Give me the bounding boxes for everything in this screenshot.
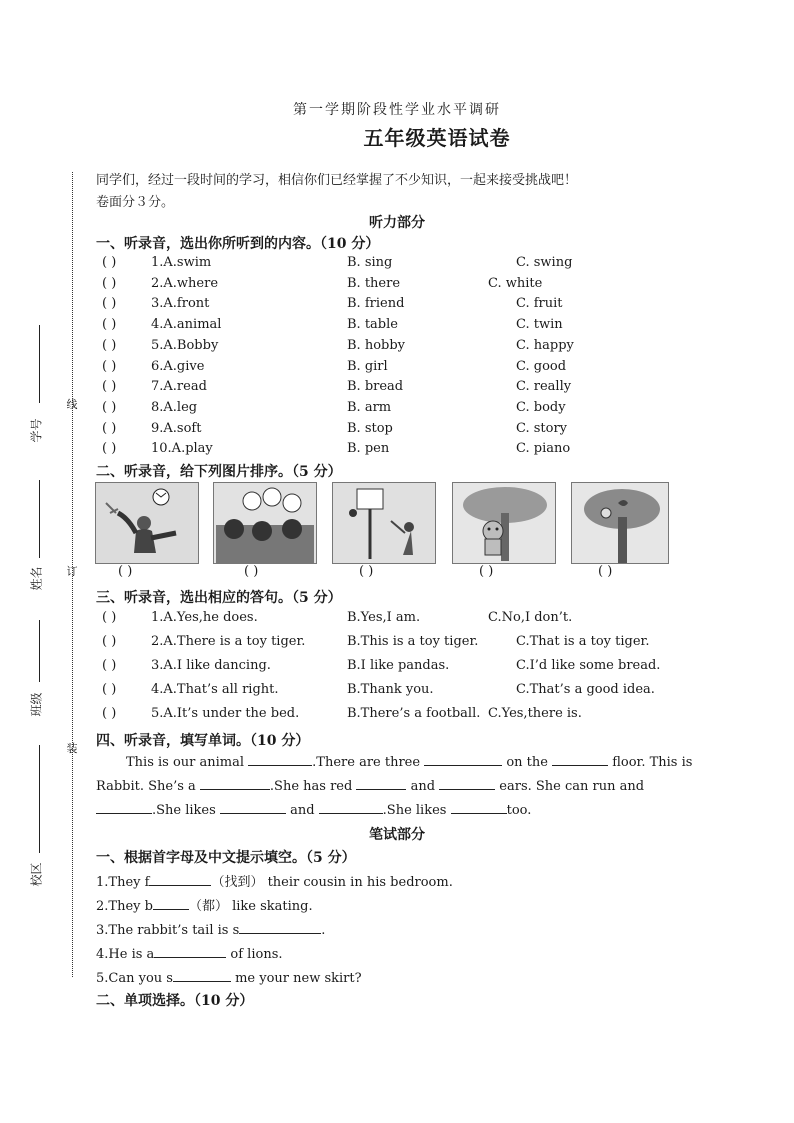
label-student-id: 学号 [29, 418, 44, 443]
binding-char-install: 装 [66, 742, 78, 755]
binding-char-line: 线 [66, 398, 78, 411]
writing-q2-blank[interactable] [153, 895, 189, 910]
option-b: B.Thank you. [347, 682, 434, 697]
answer-paren[interactable]: ( ) [102, 317, 117, 333]
binding-char-bind: 订 [66, 565, 78, 578]
listening-s4-title: 四、听录音，填写单词。（10 分） [96, 733, 310, 749]
blank-6[interactable] [439, 775, 495, 790]
answer-paren[interactable]: ( ) [102, 358, 117, 374]
picture-5-paren[interactable]: ( ) [598, 564, 613, 579]
writing-q3-blank[interactable] [239, 919, 321, 934]
option-a: 9.A.soft [151, 420, 202, 436]
listening-s1-title: 一、听录音，选出你所听到的内容。（10 分） [96, 236, 380, 252]
option-b: B. arm [347, 399, 392, 415]
label-class: 班级 [29, 692, 44, 717]
picture-tree-bird [571, 482, 669, 564]
writing-heading: 笔试部分 [369, 827, 425, 843]
answer-paren[interactable]: ( ) [102, 706, 117, 721]
answer-paren[interactable]: ( ) [102, 610, 117, 625]
picture-3-paren[interactable]: ( ) [359, 564, 374, 579]
label-name: 姓名 [29, 566, 44, 591]
option-a: 2.A.where [151, 275, 219, 291]
writing-q5-blank[interactable] [173, 967, 231, 982]
blank-8[interactable] [220, 799, 286, 814]
option-c: C. swing [516, 255, 573, 270]
student-id-blank [39, 325, 40, 403]
option-c: C.That is a toy tiger. [516, 634, 650, 649]
answer-paren[interactable]: ( ) [102, 658, 117, 673]
writing-q4-blank[interactable] [154, 943, 226, 958]
class-blank [39, 620, 40, 682]
option-b: B.This is a toy tiger. [347, 634, 479, 649]
option-c: C. fruit [516, 296, 563, 312]
answer-paren[interactable]: ( ) [102, 634, 117, 649]
option-c: C. white [488, 275, 543, 291]
picture-1-paren[interactable]: ( ) [118, 564, 133, 579]
option-b: B. there [347, 275, 401, 291]
option-b: B. hobby [347, 337, 406, 353]
option-c: C. story [516, 420, 568, 436]
answer-paren[interactable]: ( ) [102, 441, 117, 457]
option-a: 4.A.That’s all right. [151, 682, 279, 697]
intro-line-2: 卷面分３分。 [96, 195, 175, 210]
option-a: 3.A.I like dancing. [151, 658, 271, 673]
writing-s2-title: 二、单项选择。（10 分） [96, 993, 254, 1009]
option-c: C.No,I don’t. [488, 610, 573, 625]
answer-paren[interactable]: ( ) [102, 275, 117, 291]
option-b: B. stop [347, 420, 393, 436]
option-c: C. really [516, 379, 572, 395]
option-a: 2.A.There is a toy tiger. [151, 634, 306, 649]
answer-paren[interactable]: ( ) [102, 296, 117, 312]
exam-title: 五年级英语试卷 [363, 126, 511, 150]
answer-paren[interactable]: ( ) [102, 337, 117, 353]
option-a: 7.A.read [151, 379, 207, 395]
answer-paren[interactable]: ( ) [102, 255, 117, 270]
writing-q1-blank[interactable] [149, 871, 211, 886]
option-c: C. body [516, 399, 566, 415]
option-a: 10.A.play [151, 441, 213, 457]
option-b: B.There’s a football. [347, 706, 481, 721]
writing-s1-title: 一、根据首字母及中文提示填空。（5 分） [96, 850, 356, 866]
option-b: B. table [347, 317, 398, 333]
option-b: B. friend [347, 296, 405, 312]
intro-line-1: 同学们，经过一段时间的学习，相信你们已经掌握了不少知识，一起来接受挑战吧！ [96, 173, 578, 188]
picture-2-paren[interactable]: ( ) [244, 564, 259, 579]
writing-q5: 5.Can you s me your new skirt? [96, 967, 362, 986]
writing-q2: 2.They b （都） like skating. [96, 895, 313, 914]
option-c: C. good [516, 358, 567, 374]
blank-1[interactable] [248, 751, 312, 766]
writing-q4: 4.He is a of lions. [96, 943, 283, 962]
listening-heading: 听力部分 [369, 215, 425, 231]
option-a: 1.A.Yes,he does. [151, 610, 258, 625]
writing-q1: 1.They f （找到） their cousin in his bedroom. [96, 871, 453, 890]
blank-3[interactable] [552, 751, 608, 766]
option-a: 8.A.leg [151, 399, 198, 415]
answer-paren[interactable]: ( ) [102, 420, 117, 436]
option-b: B. bread [347, 379, 404, 395]
blank-5[interactable] [356, 775, 406, 790]
picture-class-aliens [213, 482, 317, 564]
option-a: 1.A.swim [151, 255, 212, 270]
option-c: C.That’s a good idea. [516, 682, 655, 697]
intro-text [96, 170, 696, 214]
listening-s3-title: 三、听录音，选出相应的答句。（5 分） [96, 590, 342, 606]
option-c: C.Yes,there is. [488, 706, 582, 721]
option-c: C. twin [516, 317, 563, 333]
blank-7[interactable] [96, 799, 152, 814]
answer-paren[interactable]: ( ) [102, 682, 117, 697]
option-a: 4.A.animal [151, 317, 222, 333]
answer-paren[interactable]: ( ) [102, 399, 117, 415]
listening-s2-title: 二、听录音，给下列图片排序。（5 分） [96, 464, 342, 480]
option-b: B. pen [347, 441, 390, 457]
option-a: 5.A.Bobby [151, 337, 219, 353]
option-b: B. girl [347, 358, 388, 374]
option-c: C. happy [516, 337, 574, 353]
option-a: 5.A.It’s under the bed. [151, 706, 300, 721]
picture-basketball [332, 482, 436, 564]
exam-subtitle: 第一学期阶段性学业水平调研 [293, 102, 501, 118]
name-blank [39, 480, 40, 558]
option-b: B. sing [347, 255, 393, 270]
blank-9[interactable] [319, 799, 383, 814]
option-b: B.I like pandas. [347, 658, 450, 673]
fill-passage: This is our animal .There are three on the floor. This is Rabbit. She’s a .She has red and ears. She can run and .She likes and .She likes too. [96, 751, 700, 823]
blank-10[interactable] [451, 799, 507, 814]
blank-2[interactable] [424, 751, 502, 766]
option-b: B.Yes,I am. [347, 610, 421, 625]
blank-4[interactable] [200, 775, 270, 790]
option-c: C.I’d like some bread. [516, 658, 661, 673]
writing-q3: 3.The rabbit’s tail is s . [96, 919, 325, 938]
picture-monkey-tree [452, 482, 556, 564]
picture-soccer-kick [95, 482, 199, 564]
option-a: 3.A.front [151, 296, 210, 312]
picture-4-paren[interactable]: ( ) [479, 564, 494, 579]
answer-paren[interactable]: ( ) [102, 379, 117, 395]
label-campus: 校区 [29, 862, 44, 887]
option-c: C. piano [516, 441, 571, 457]
option-a: 6.A.give [151, 358, 205, 374]
